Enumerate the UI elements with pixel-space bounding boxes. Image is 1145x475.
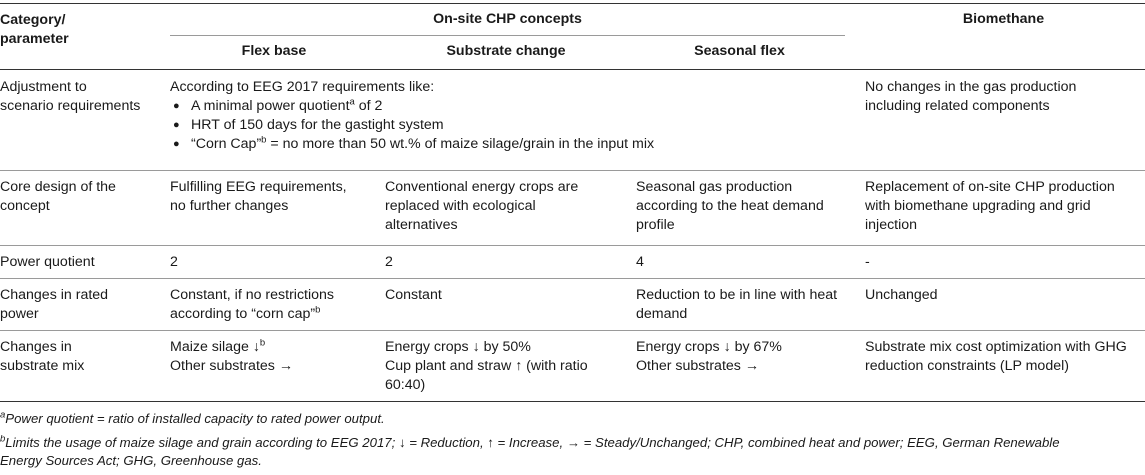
power-flex-base: 2 xyxy=(170,254,178,270)
core-flex-base: Fulfilling EEG requirements, no further changes xyxy=(170,179,347,214)
core-seasonal-flex: Seasonal gas production according to the heat demand profile xyxy=(636,179,824,233)
list-item: ● HRT of 150 days for the gastight system xyxy=(170,116,850,135)
core-biomethane: Replacement of on-site CHP production with biomethane upgrading and grid injection xyxy=(865,179,1115,233)
row-rule-4 xyxy=(0,330,1145,331)
power-substrate-change: 2 xyxy=(385,254,393,270)
row-rule-3 xyxy=(0,278,1145,279)
row-label-core-design: Core design of the concept xyxy=(0,179,116,214)
row-label-adjustment: Adjustment to scenario requirements xyxy=(0,79,141,114)
rated-seasonal-flex: Reduction to be in line with heat demand xyxy=(636,287,838,322)
rated-flex-base: Constant, if no restrictions according to “corn cap”$^b$ xyxy=(170,287,335,322)
header-onsite-chp: On-site CHP concepts xyxy=(433,11,582,27)
group-rule xyxy=(170,35,845,36)
top-rule xyxy=(0,3,1145,4)
header-biomethane: Biomethane xyxy=(962,11,1045,27)
row-label-rated-power: Changes in rated power xyxy=(0,287,109,322)
mix-flex-base: Maize silage ↓$^b$ Other substrates → xyxy=(170,337,294,374)
row-label-substrate-mix: Changes in substrate mix xyxy=(0,339,85,374)
adjustment-intro: According to EEG 2017 requirements like: xyxy=(170,79,435,95)
requirements-list xyxy=(170,97,850,154)
rated-substrate-change: Constant xyxy=(385,287,442,303)
list-item: ● A minimal power quotient$^a$ of 2 xyxy=(170,97,850,116)
adjustment-requirements xyxy=(170,78,850,154)
header-rule xyxy=(0,69,1145,70)
row-rule-1 xyxy=(0,170,1145,171)
mix-substrate-change: Energy crops ↓ by 50% Cup plant and straw ↑ (with ratio 60:40) xyxy=(385,339,588,393)
mix-seasonal-flex: Energy crops ↓ by 67% Other substrates → xyxy=(636,339,782,374)
header-category: Category/ parameter xyxy=(0,12,69,47)
mix-biomethane: Substrate mix cost optimization with GHG reduction constraints (LP model) xyxy=(865,339,1127,374)
power-seasonal-flex: 4 xyxy=(636,254,644,270)
header-seasonal-flex: Seasonal flex xyxy=(694,43,785,59)
rated-biomethane: Unchanged xyxy=(865,287,938,303)
header-substrate-change: Substrate change xyxy=(446,43,566,59)
power-biomethane: - xyxy=(865,254,870,270)
core-substrate-change: Conventional energy crops are replaced with ecological alternatives xyxy=(385,179,579,233)
row-label-power-quotient: Power quotient xyxy=(0,254,95,270)
list-item: ● “Corn Cap”$^b$ = no more than 50 wt.% of maize silage/grain in the input mix xyxy=(170,135,850,154)
footnote-b: $^b$Limits the usage of maize silage and grain according to EEG 2017; ↓ = Reduction, ↑ = Increase, → = Steady/Unchanged; CHP, combined heat and power; EEG, German Renewable Energy Sources Act; GHG, Greenhouse gas. xyxy=(0,433,1060,468)
row-rule-2 xyxy=(0,245,1145,246)
header-flex-base: Flex base xyxy=(241,43,307,59)
footnote-a: $^a$Power quotient = ratio of installed capacity to rated power output. xyxy=(0,409,385,426)
adjustment-biomethane: No changes in the gas production including related components xyxy=(865,79,1077,114)
bottom-rule xyxy=(0,401,1145,402)
